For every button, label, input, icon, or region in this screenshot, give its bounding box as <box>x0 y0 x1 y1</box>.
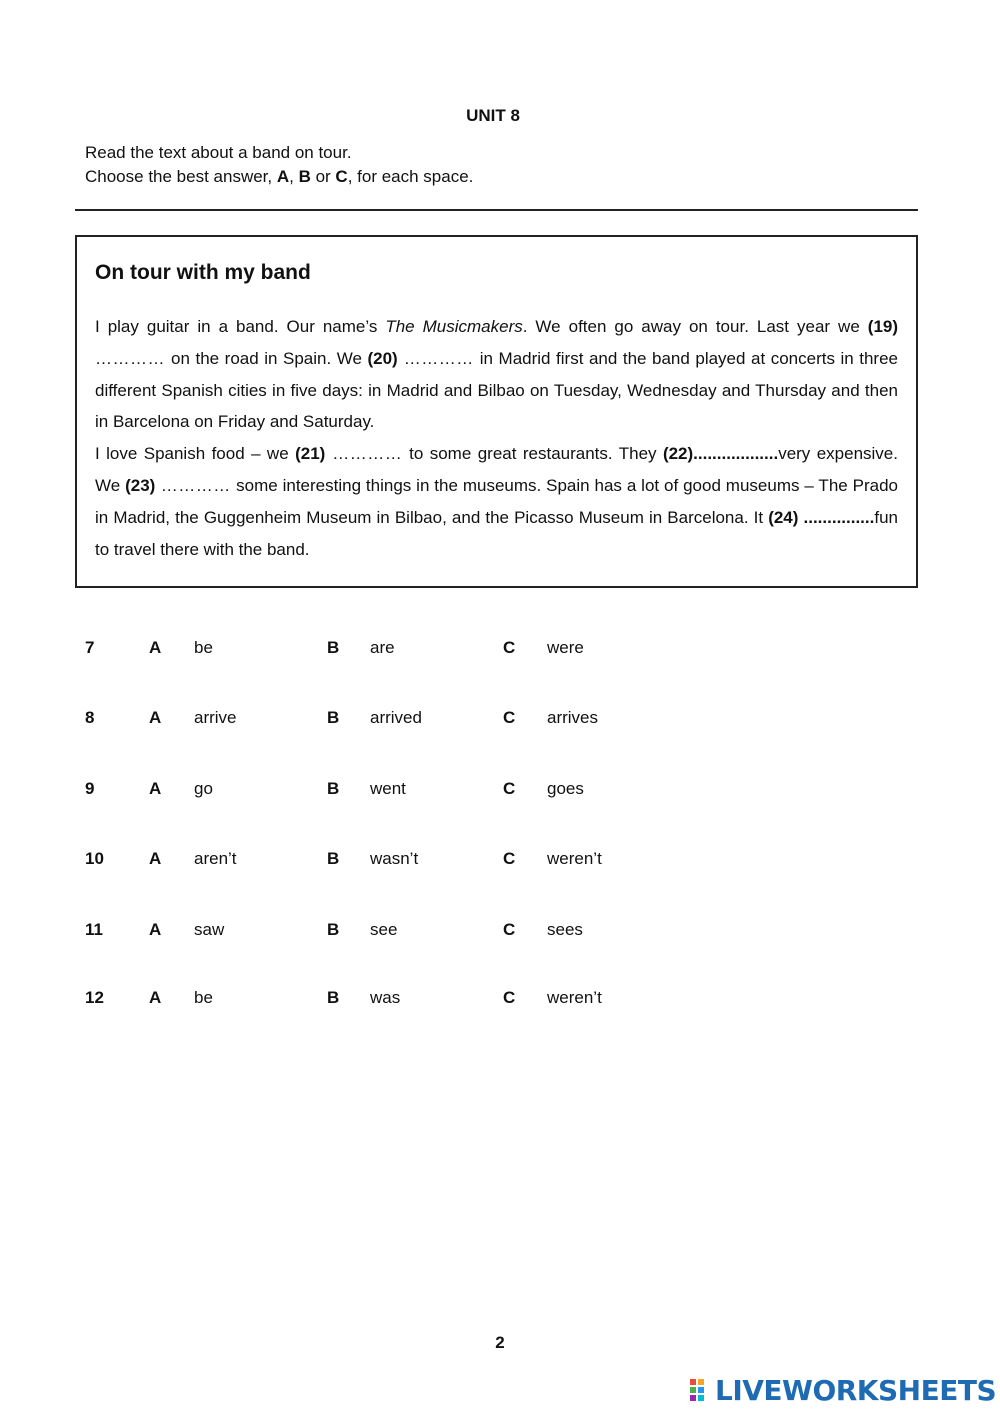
passage-text-run: on the road in Spain. We <box>171 348 368 368</box>
option-a-letter[interactable]: A <box>149 638 162 657</box>
unit-title: UNIT 8 <box>466 106 520 125</box>
option-a-text[interactable]: arrive <box>194 708 237 727</box>
question-row <box>0 988 1000 1012</box>
option-b-letter[interactable]: B <box>327 638 340 657</box>
passage-text-run: some interesting things in the museums. Spain has a lot of good museums – The Prado in Madrid, the Guggenheim Museum in Bilbao, and the Picasso Museum in Barcelona. It <box>95 475 898 527</box>
passage-text-run: fun to travel there with the band. <box>95 507 898 559</box>
option-b-letter[interactable]: B <box>327 779 340 798</box>
option-a-letter[interactable]: A <box>149 920 162 939</box>
option-a-text[interactable]: be <box>194 988 213 1007</box>
option-a-text[interactable]: be <box>194 638 213 657</box>
question-number: 11 <box>85 920 103 939</box>
option-c-text[interactable]: weren’t <box>547 849 602 868</box>
option-b-text[interactable]: arrived <box>370 708 422 727</box>
option-c-text[interactable]: weren’t <box>547 988 602 1007</box>
gap-23-number: (23) <box>125 475 156 495</box>
question-number: 9 <box>85 779 95 798</box>
option-a-letter[interactable]: A <box>149 779 162 798</box>
option-c-text[interactable]: arrives <box>547 708 599 727</box>
passage-text-run: to some great restaurants. They <box>409 444 663 464</box>
liveworksheets-logo-icon <box>690 1378 712 1402</box>
passage-text-run: very expensive. We <box>95 444 898 495</box>
instructions <box>85 141 473 189</box>
option-c-label: C <box>335 167 348 186</box>
option-b-letter[interactable]: B <box>327 708 340 727</box>
page-number: 2 <box>495 1333 505 1352</box>
option-b-letter[interactable]: B <box>327 988 340 1007</box>
option-a-letter[interactable]: A <box>149 988 162 1007</box>
option-c-text[interactable]: were <box>547 638 584 657</box>
option-c-letter[interactable]: C <box>503 920 516 939</box>
option-b-text[interactable]: was <box>370 988 401 1007</box>
passage-paragraph-1 <box>95 311 898 438</box>
question-number: 7 <box>85 638 95 657</box>
option-b-text[interactable]: wasn’t <box>370 849 419 868</box>
option-c-text[interactable]: sees <box>547 920 583 939</box>
gap-23-blank[interactable]: ………… <box>155 475 237 495</box>
band-name: The Musicmakers <box>385 317 523 336</box>
instruction-line-2 <box>85 165 473 189</box>
option-b-text[interactable]: went <box>370 779 406 798</box>
option-c-letter[interactable]: C <box>503 988 516 1007</box>
option-b-text[interactable]: are <box>370 638 395 657</box>
option-a-text[interactable]: saw <box>194 920 225 939</box>
option-c-letter[interactable]: C <box>503 849 516 868</box>
option-a-label: A <box>276 167 290 186</box>
option-b-label: B <box>298 167 311 186</box>
brand-name: LIVEWORKSHEETS <box>715 1373 997 1407</box>
passage-text-run: in Madrid first and the band played at concerts in three different Spanish cities in five days: in Madrid and Bilbao on Tuesday, Wednesday and Thursday and then in Barcelona on Friday and Saturday. <box>95 348 898 432</box>
question-number: 12 <box>85 988 104 1007</box>
passage-text-run: I play guitar in a band. Our name’s <box>95 317 386 336</box>
gap-22-blank[interactable]: (22).................. <box>662 444 779 464</box>
gap-24-blank[interactable]: (24) ............... <box>768 507 875 527</box>
passage-text-run: I love Spanish food – we <box>95 444 296 464</box>
question-number: 8 <box>85 708 95 727</box>
option-a-letter[interactable]: A <box>149 708 162 727</box>
question-row <box>0 638 1000 662</box>
instruction-text: Choose the best answer, <box>85 167 277 186</box>
option-c-letter[interactable]: C <box>503 638 516 657</box>
divider-rule <box>75 209 918 211</box>
passage-paragraph-2 <box>95 438 898 565</box>
gap-20-number: (20) <box>367 348 398 368</box>
gap-21-blank[interactable]: ………… <box>325 444 410 464</box>
passage-text <box>95 311 898 565</box>
passage-title: On tour with my band <box>95 261 311 284</box>
question-row <box>0 920 1000 944</box>
gap-19-number: (19) <box>867 317 899 336</box>
option-a-text[interactable]: go <box>194 779 213 798</box>
passage-text-run: . We often go away on tour. Last year we <box>522 317 868 336</box>
instruction-separator: or <box>310 167 336 186</box>
option-c-letter[interactable]: C <box>503 779 516 798</box>
gap-20-blank[interactable]: ………… <box>397 348 480 368</box>
question-row <box>0 708 1000 732</box>
option-c-text[interactable]: goes <box>547 779 584 798</box>
question-row <box>0 849 1000 873</box>
option-b-text[interactable]: see <box>370 920 398 939</box>
option-b-letter[interactable]: B <box>327 849 340 868</box>
instruction-line-1: Read the text about a band on tour. <box>85 143 352 162</box>
instruction-text: , for each space. <box>347 167 474 186</box>
question-number: 10 <box>85 849 104 868</box>
brand-watermark <box>690 1374 996 1406</box>
option-c-letter[interactable]: C <box>503 708 516 727</box>
option-b-letter[interactable]: B <box>327 920 340 939</box>
gap-19-blank[interactable]: ………… <box>95 348 172 368</box>
passage-box <box>75 235 918 588</box>
option-a-text[interactable]: aren’t <box>194 849 237 868</box>
option-a-letter[interactable]: A <box>149 849 162 868</box>
instruction-separator: , <box>289 167 299 186</box>
question-row <box>0 779 1000 803</box>
gap-21-number: (21) <box>295 444 326 464</box>
